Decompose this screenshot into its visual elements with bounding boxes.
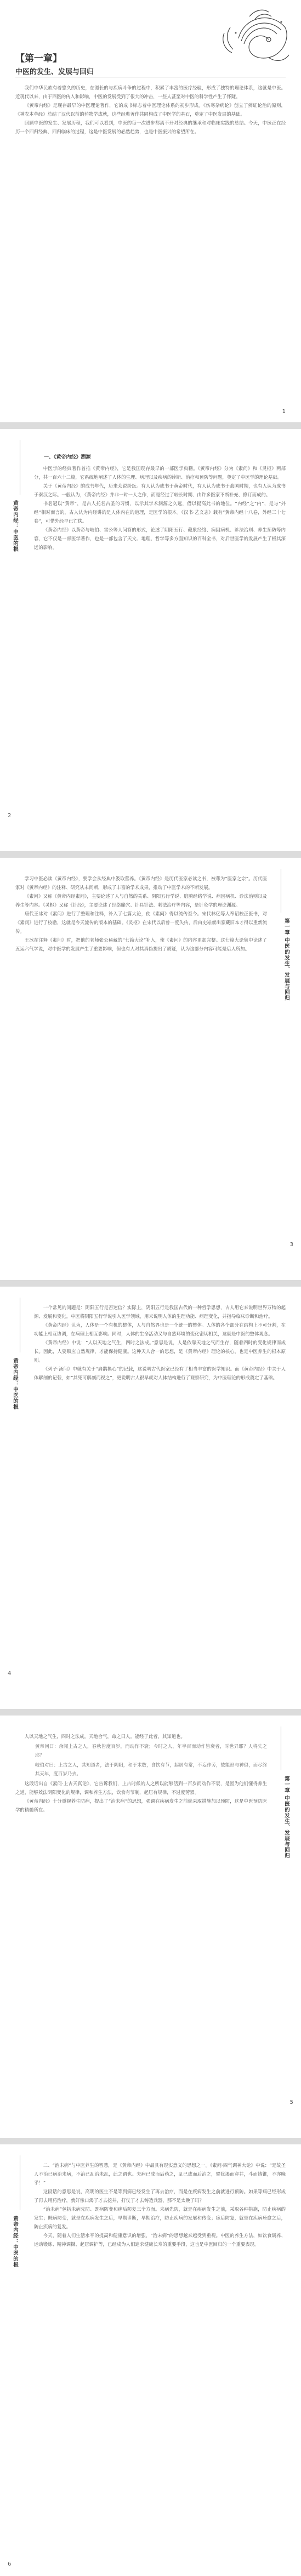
page-5-body [15,1732,267,1814]
running-title: 黄帝内经：中医的根 [12,500,18,552]
paragraph: 《列子·汤问》中就有关于“扁鹊换心”的记载，这说明古代医家已经有了相当丰富的医学知识。而《黄帝内经》中关于人体解剖的记载，如“其死可解剖而视之”，更说明古人很早就对人体结构进行了观察研究，为中医理论的形成奠定了基础。 [34,1366,286,1380]
book-page-3 [0,858,301,1280]
paragraph: “治未病”包括未病先防、既病防变和瘥后防复三个方面。未病先防，就是在疾病发生之前，采取各种措施，防止疾病的发生；既病防变，就是在疾病发生之后，早期诊断，早期治疗，防止疾病的发展和传变；瘥后防复，就是在疾病痊愈之后，防止疾病的复发。 [34,2206,286,2229]
running-title: 黄帝内经：中医的根 [12,1358,18,1410]
page-number: 5 [289,2099,293,2105]
paragraph: 我们中华民族有着悠久的历史，在漫长的与疾病斗争的过程中，积累了丰富的医疗经验，形成了独特的理论体系，这就是中医。近现代以来，由于西医的传入和影响，中医的发展受到了很大的冲击，一些人甚至对中医的科学性产生了怀疑。 [15,85,286,99]
paragraph: 唐代王冰对《素问》进行了整理和注释，补入了七篇大论，使《素问》得以流传至今。宋代林亿等人奉诏校正医书，对《素问》进行了校勘，这就是今天流传的版本的基础。《灵枢》在宋代以后曾一度失传，后由史崧献出家藏旧本才得以重新流传。 [15,911,267,934]
paragraph: 《黄帝内经》认为，人体是一个有机的整体，人与自然界也是一个统一的整体。人体的各个部分在结构上不可分割，在功能上相互协调，在病理上相互影响。同时，人体的生命活动又与自然环境的变化密切相关，这就是中医的整体观念。 [34,1322,286,1337]
paragraph: 人以天地之气生，四时之法成。天地合气，命之曰人。能经于此者，其知道也。 [24,1734,185,1739]
book-page-1 [0,0,301,422]
page-number: 3 [289,1242,293,1248]
paragraph: 今天，随着人们生活水平的提高和健康意识的增强，“治未病”的思想越来越受到重视。中医的养生方法，如饮食调养、运动锻炼、精神调摄、起居调护等，已经成为人们追求健康长寿的重要手段，这也是中医回归的一个重要表现。 [34,2233,286,2247]
page-6-body [34,2161,286,2249]
quote-line: 岐伯对曰：上古之人，其知道者，法于阴阳，和于术数，食饮有节，起居有常，不妄作劳，故能形与神俱，而尽终其天年，度百岁乃去。 [35,1762,267,1776]
dragon-illustration [217,5,293,69]
page-number: 4 [8,1671,12,1677]
quote-line: 黄帝问曰：余闻上古之人，春秋皆度百岁，而动作不衰；今时之人，年半百而动作皆衰者，时世异耶？人将失之耶？ [35,1743,267,1758]
book-page-6 [0,2144,301,2576]
book-page-4 [0,1287,301,1709]
page-2-body [34,451,286,552]
paragraph: 关于《黄帝内经》的成书年代，历来众说纷纭。有人认为成书于黄帝时代，有人认为成书于战国时期，也有人认为成书于秦汉之际。一般认为，《黄帝内经》并非一时一人之作，而是经过了较长时期、由许多医家不断补充、修订而成的。 [34,483,286,497]
paragraph: 《素问》又称《黄帝内经素问》，主要论述了人与自然的关系、阴阳五行学说、脏腑经络学说、病因病机、诊法治则以及养生等内容。《灵枢》又称《针经》，主要论述了经络腧穴、针具针法、刺法治疗等内容，是针灸学的理论渊源。 [15,893,267,908]
paragraph: 一个常见的问题是：阴阳五行是否迷信？实际上，阴阳五行是我国古代的一种哲学思想，古人用它来说明世界万物的起源、发展和变化。中医将阴阳五行学说引入医学领域，用来说明人体的生理功能、病理变化，并指导临床诊断和治疗。 [34,1305,286,1319]
paragraph: 学习中医必读《黄帝内经》，要学会从经典中汲取营养。《黄帝内经》是历代医家必读之书，被尊为“医家之宗”。历代医家对《黄帝内经》的注释、研究从未间断，形成了丰富的学术成果，推动了中医学术的不断发展。 [15,876,267,890]
section-heading: 一、《黄帝内经》溯源 [44,455,91,460]
paragraph: 回顾中医的发生、发展历程，我们可以看到，中医的每一次进步都离不开对经典的继承和对临床实践的总结。今天，中医正在经历一个回归经典、回归临床的过程，这是中医发展的必然趋势，也是中医振兴的希望所在。 [15,120,286,134]
running-title: 第一章 中医的发生、发展与回归 [283,918,289,1001]
paragraph: 中医学的经典著作首推《黄帝内经》，它是我国现存最早的一部医学典籍。《黄帝内经》分为《素问》和《灵枢》两部分，共一百六十二篇，它系统地阐述了人体的生理、病理以及疾病的诊断、治疗和预防等问题，奠定了中医学的理论基础。 [34,466,286,480]
paragraph: 这段话出自《素问·上古天真论》，它告诉我们，上古时候的人之所以能够活到一百岁而动作不衰，是因为他们懂得养生之道，能够效法阴阳变化的规律，调和养生方法，饮食有节制，起居有规律，不过度劳累。 [15,1781,267,1795]
page-3-body [15,874,267,953]
page-number: 6 [8,2561,12,2567]
paragraph: 王冰在注释《素问》时，把他的老师张公秘藏的“七篇大论”补入，使《素问》的内容更加完整。这七篇大论集中论述了五运六气学说，对中医学的发展产生了重要影响，但也有人对其真伪提出了质疑，认为这部分内容可能是后人所加。 [15,937,267,952]
paragraph: 二、“治未病”与中医养生的智慧，是《黄帝内经》中最具有现实意义的思想之一。《素问·四气调神大论》中说：“是故圣人不治已病治未病，不治已乱治未乱，此之谓也。夫病已成而后药之，乱已成而后治之，譬犹渴而穿井，斗而铸锥，不亦晚乎！” [34,2162,286,2186]
chapter-number: 【第一章】 [15,53,62,64]
page-4-body [34,1303,286,1382]
paragraph: 《黄帝内经》是现存最早的中医理论著作，它的成书标志着中医理论体系的初步形成。《伤寒杂病论》创立了辨证论治的原则，《神农本草经》总结了汉代以前的药物学成就，这些经典著作共同构成了中医学的基石，奠定了中医发展的基础。 [15,103,286,117]
paragraph: 《黄帝内经》以黄帝与岐伯、雷公等人问答的形式，论述了阴阳五行、藏象经络、病因病机、诊法治则、养生预防等内容，它不仅是一部医学著作，也是一部包含了天文、地理、哲学等多方面知识的百科全书，对后世医学的发展产生了极其深远的影响。 [34,527,286,550]
paragraph: 这段话的意思是说，高明的医生不是等到病已经发生了再去治疗，而是在疾病发生之前就进行预防。如果等病已经形成了再去用药治疗，就好像口渴了才去挖井，打仗了才去铸造兵器，那不是太晚了吗？ [34,2189,286,2203]
paragraph: 《黄帝内经》十分重视养生防病，提出了“治未病”的思想，强调在疾病发生之前就采取措施加以预防，这是中医预防医学的精髓所在。 [15,1798,267,1813]
running-title: 第一章 中医的发生、发展与回归 [283,1776,289,1859]
page-1-body [15,83,286,136]
paragraph: 书名冠以“黄帝”，是古人托名古圣的习惯，以示其学术渊源之久远，借以提高此书的地位。“内经”之“内”，是与“外经”相对而言的，古人认为内经讲的是人体内在的道理，是医学的根本。《汉书·艺文志》载有“黄帝内经十八卷，外经三十七卷”，可惜外经早已亡佚。 [34,501,286,524]
paragraph: 《黄帝内经》中说：“人以天地之气生，四时之法成。”意思是说，人是依靠天地之气而生存，随着四时的变化规律而成长。因此，人要顺应自然规律，才能保持健康。这种天人合一的思想，是《黄帝内经》理论的核心，也是中医养生的根本原则。 [34,1340,286,1363]
chapter-title: 中医的发生、发展与回归 [15,68,94,76]
book-page-5 [0,1716,301,2138]
page-number: 2 [8,813,12,819]
page-number: 1 [282,409,286,415]
running-title: 黄帝内经：中医的根 [12,2216,18,2268]
book-page-2 [0,429,301,851]
